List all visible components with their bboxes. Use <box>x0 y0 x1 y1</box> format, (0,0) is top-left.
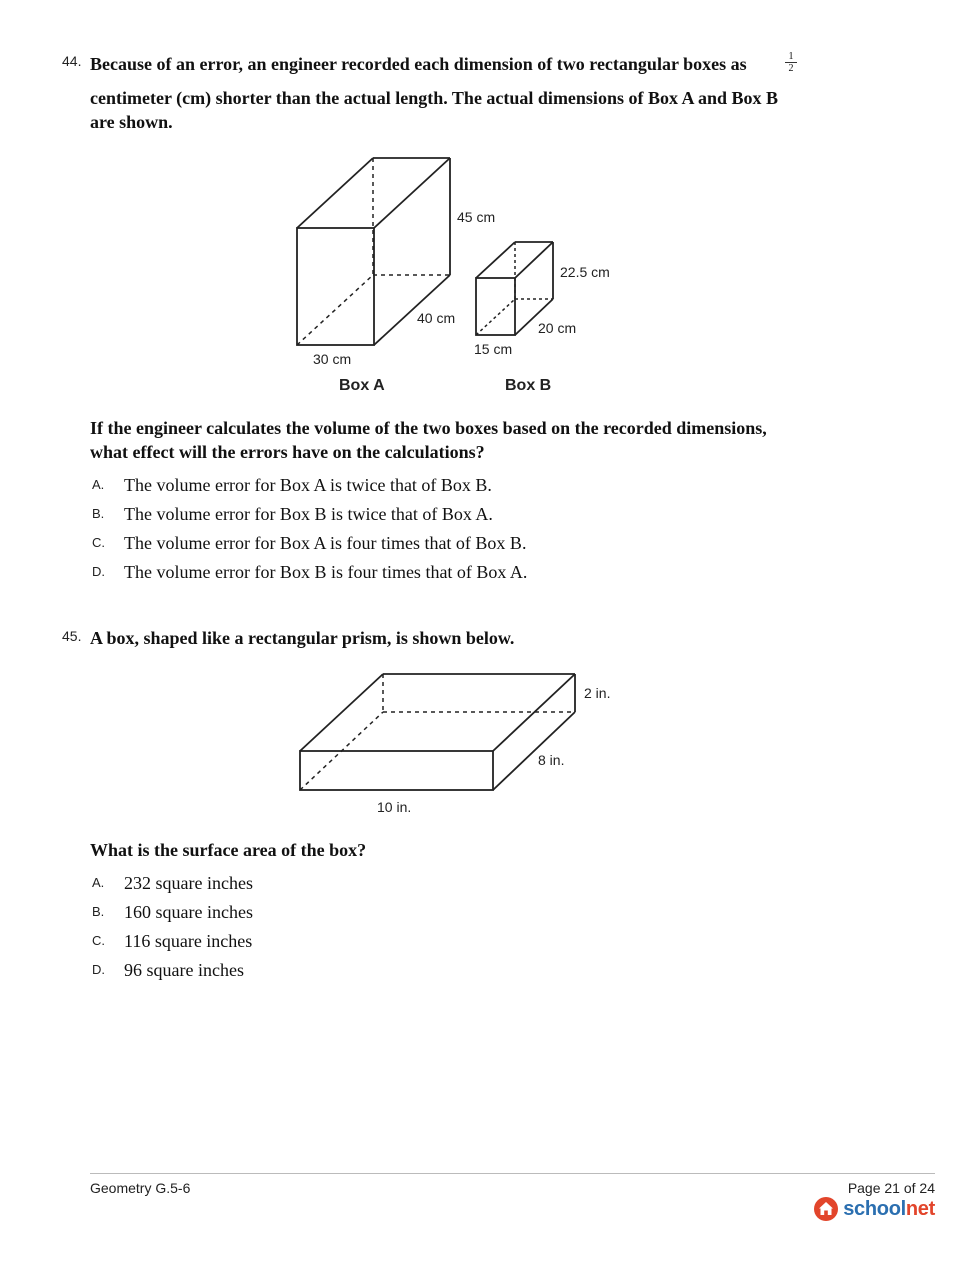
prism-figure <box>290 665 630 825</box>
question-stem-line: centimeter (cm) shorter than the actual length. The actual dimensions of Box A and Box B <box>90 88 778 108</box>
prism-length-label: 10 in. <box>377 799 412 815</box>
box-b-width-label: 15 cm <box>474 341 513 357</box>
option-letter: A. <box>92 875 105 890</box>
fraction-numerator: 1 <box>785 51 797 63</box>
prism-front-face <box>300 751 493 790</box>
option-text: The volume error for Box B is twice that of Box A. <box>124 504 493 524</box>
question-stem-line: are shown. <box>90 112 173 132</box>
option-letter: D. <box>92 962 105 977</box>
option-letter: B. <box>92 904 105 919</box>
question-prompt: What is the surface area of the box? <box>90 840 367 860</box>
option-text: 232 square inches <box>124 873 253 893</box>
box-a-depth-label: 40 cm <box>417 310 456 326</box>
box-a-front-face <box>297 228 374 345</box>
house-icon <box>813 1196 839 1222</box>
footer-divider <box>90 1173 935 1174</box>
question-prompt-line: what effect will the errors have on the calculations? <box>90 442 485 462</box>
footer-page-number: Page 21 of 24 <box>847 1180 935 1196</box>
schoolnet-logo <box>813 1196 935 1222</box>
logo-wordmark-school: school <box>843 1197 906 1220</box>
option-letter: B. <box>92 506 105 521</box>
option-text: The volume error for Box A is twice that of Box B. <box>124 475 492 495</box>
option-letter: C. <box>92 933 105 948</box>
logo-wordmark <box>843 1198 935 1221</box>
option-text: 96 square inches <box>124 960 244 980</box>
box-b-caption: Box B <box>505 377 552 394</box>
question-prompt-line: If the engineer calculates the volume of the two boxes based on the recorded dimensions, <box>90 418 767 438</box>
boxes-figure <box>280 150 640 400</box>
question-stem-line: Because of an error, an engineer recorded each dimension of two rectangular boxes as <box>90 54 747 74</box>
option-text: The volume error for Box A is four times that of Box B. <box>124 533 527 553</box>
option-text: 160 square inches <box>124 902 253 922</box>
box-b-front-face <box>476 278 515 335</box>
option-text: 116 square inches <box>124 931 253 951</box>
footer-course-title: Geometry G.5-6 <box>90 1180 191 1196</box>
box-b-depth-label: 20 cm <box>538 320 577 336</box>
prism-depth-label: 8 in. <box>538 752 565 768</box>
question-number: 44. <box>62 53 82 69</box>
question-stem: A box, shaped like a rectangular prism, is shown below. <box>90 628 515 648</box>
box-b-height-label: 22.5 cm <box>560 264 610 280</box>
box-a-width-label: 30 cm <box>313 351 352 367</box>
logo-wordmark-net: net <box>905 1197 935 1220</box>
option-letter: C. <box>92 535 105 550</box>
prism-height-label: 2 in. <box>584 685 611 701</box>
option-letter: D. <box>92 564 105 579</box>
option-letter: A. <box>92 477 105 492</box>
option-text: The volume error for Box B is four times that of Box A. <box>124 562 528 582</box>
box-a-height-label: 45 cm <box>457 209 496 225</box>
box-a-caption: Box A <box>339 377 385 394</box>
question-number: 45. <box>62 628 82 644</box>
fraction-denominator: 2 <box>788 63 794 74</box>
fraction-one-half <box>785 51 797 74</box>
